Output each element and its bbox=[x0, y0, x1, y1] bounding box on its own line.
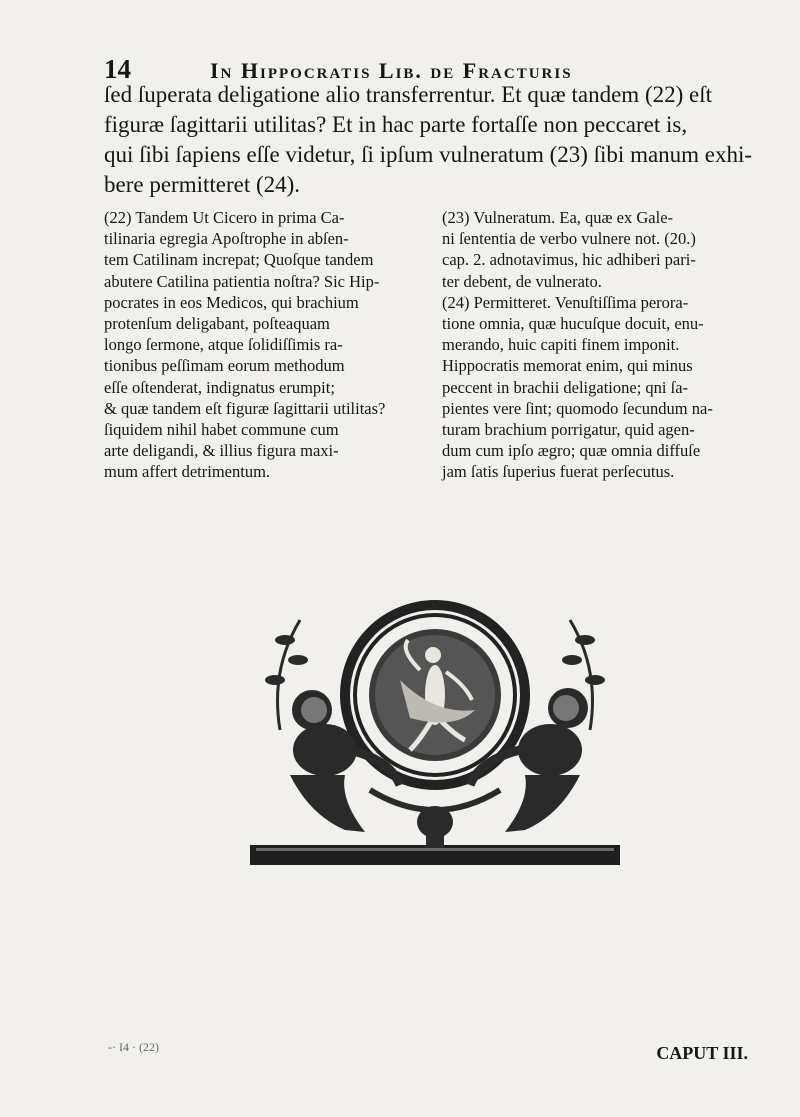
main-text-line: qui ſibi ſapiens eſſe videtur, ſi ipſum vulneratum (23) ſibi manum exhi- bbox=[104, 142, 753, 167]
main-text-line: figuræ ſagittarii utilitas? Et in hac parte fortaſſe non peccaret is, bbox=[104, 112, 688, 137]
note-line: ſiquidem nihil habet commune cum bbox=[104, 420, 339, 440]
note-line: peccent in brachii deligatione; qni ſa- bbox=[442, 377, 689, 397]
page-number: 14 bbox=[104, 54, 131, 84]
note-line: arte deligandi, & illius figura maxi- bbox=[104, 441, 339, 461]
note-line: cap. 2. adnotavimus, hic adhiberi pari- bbox=[442, 250, 696, 270]
note-line: tionibus peſſimam eorum methodum bbox=[104, 356, 345, 376]
note-line: mum affert detrimentum. bbox=[104, 462, 271, 482]
main-text-line: ſed ſuperata deligatione alio transferrentur. Et quæ tandem (22) eſt bbox=[104, 82, 713, 107]
note-line: (22) Tandem Ut Cicero in prima Ca- bbox=[104, 208, 345, 227]
catchword: CAPUT III. bbox=[656, 1043, 748, 1063]
note-line: pientes vere ſint; quomodo ſecundum na- bbox=[442, 398, 713, 418]
main-text bbox=[104, 80, 764, 200]
note-line: jam ſatis ſuperius fuerat perſecutus. bbox=[442, 462, 675, 482]
note-line: (23) Vulneratum. Ea, quæ ex Gale- bbox=[442, 208, 674, 227]
note-line: dum cum ipſo ægro; quæ omnia diffuſe bbox=[442, 441, 701, 461]
running-title: In Hippocratis Lib. de Fracturis bbox=[210, 58, 573, 83]
note-line: ni ſententia de verbo vulnere not. (20.) bbox=[442, 229, 696, 249]
note-line: ter debent, de vulnerato. bbox=[442, 271, 602, 291]
main-text-line: bere permitteret (24). bbox=[104, 172, 301, 197]
note-line: merando, huic capiti finem imponit. bbox=[442, 335, 680, 355]
note-line: Hippocratis memorat enim, qui minus bbox=[442, 356, 693, 376]
note-line: tione omnia, quæ hucuſque docuit, enu- bbox=[442, 314, 704, 334]
footnotes-right-column bbox=[442, 207, 762, 483]
note-line: turam brachium porrigatur, quid agen- bbox=[442, 420, 695, 440]
footer-mark: -· I4 · (22) bbox=[108, 1040, 159, 1054]
engraved-tailpiece-medallion-icon bbox=[250, 600, 620, 870]
note-line: protenſum deligabant, poſteaquam bbox=[104, 314, 330, 334]
note-line: eſſe oſtenderat, indignatus erumpit; bbox=[104, 377, 335, 397]
footnotes-left-column bbox=[104, 207, 416, 483]
note-line: (24) Permitteret. Venuſtiſſima perora- bbox=[442, 292, 689, 312]
note-line: longo ſermone, atque ſolidiſſimis ra- bbox=[104, 335, 343, 355]
note-line: tilinaria egregia Apoſtrophe in abſen- bbox=[104, 229, 349, 249]
note-line: pocrates in eos Medicos, qui brachium bbox=[104, 292, 359, 312]
note-line: tem Catilinam increpat; Quoſque tandem bbox=[104, 250, 374, 270]
note-line: abutere Catilina patientia noſtra? Sic Hip- bbox=[104, 271, 380, 291]
note-line: & quæ tandem eſt figuræ ſagittarii utilitas? bbox=[104, 398, 386, 418]
